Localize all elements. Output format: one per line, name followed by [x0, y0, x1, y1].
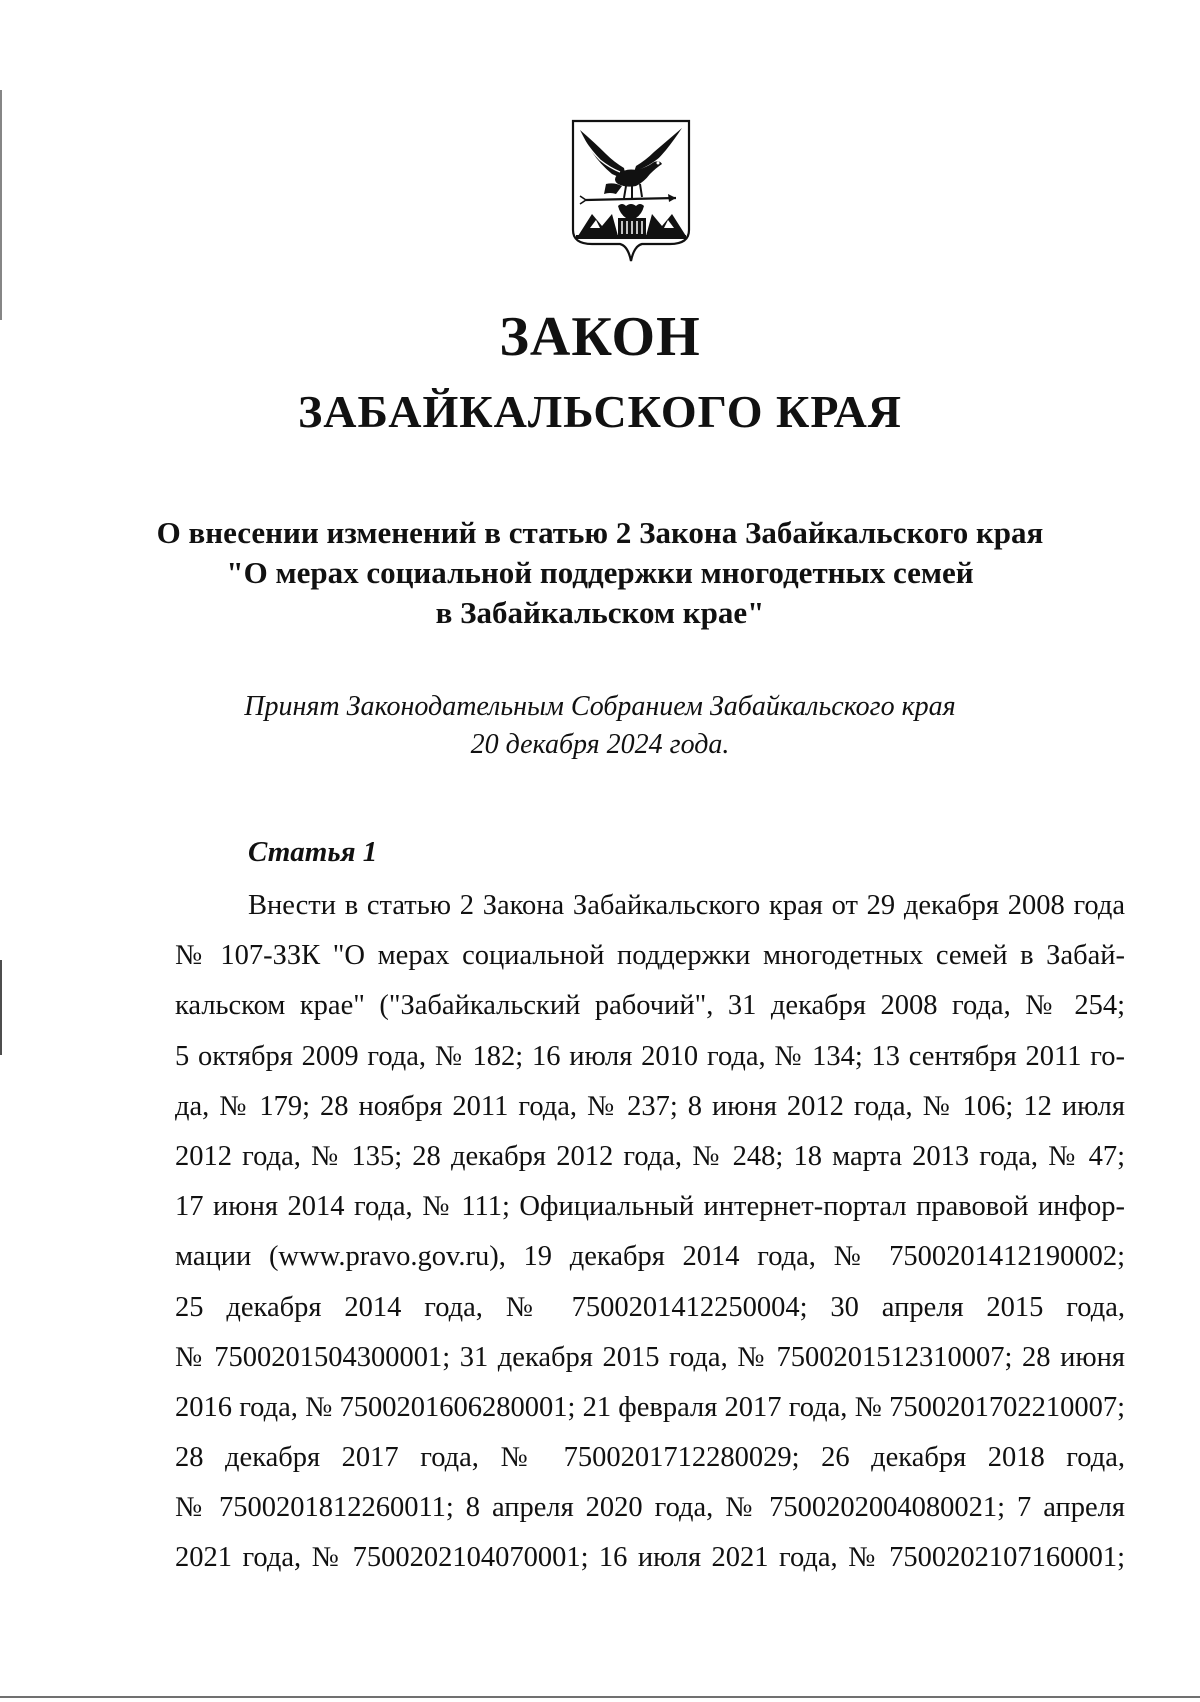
- body-line: № 7500201812260011; 8 апреля 2020 года, № 7500202004080021; 7 апреля: [175, 1492, 1125, 1524]
- body-line: 2012 года, № 135; 28 декабря 2012 года, № 248; 18 марта 2013 года, № 47;: [175, 1140, 1125, 1172]
- law-name-line: О внесении изменений в статью 2 Закона Забайкальского края: [156, 515, 1044, 550]
- body-line: мации (www.pravo.gov.ru), 19 декабря 2014 года, № 7500201412190002;: [175, 1241, 1125, 1273]
- body-line: 28 декабря 2017 года, № 7500201712280029; 26 декабря 2018 года,: [175, 1442, 1125, 1474]
- body-line: 2021 года, № 7500202104070001; 16 июля 2021 года, № 7500202107160001;: [175, 1542, 1125, 1574]
- coat-of-arms-icon: [570, 118, 692, 264]
- adoption-line: 20 декабря 2024 года.: [470, 729, 730, 760]
- body-line: да, № 179; 28 ноября 2011 года, № 237; 8 июня 2012 года, № 106; 12 июля: [175, 1090, 1125, 1122]
- body-line: № 7500201504300001; 31 декабря 2015 года, № 7500201512310007; 28 июня: [175, 1341, 1125, 1373]
- law-name-line: "О мерах социальной поддержки многодетных семей: [226, 555, 974, 590]
- body-line: кальском крае" ("Забайкальский рабочий", 31 декабря 2008 года, № 254;: [175, 990, 1125, 1022]
- scan-bottom-line: [0, 1696, 1200, 1698]
- body-line: 5 октября 2009 года, № 182; 16 июля 2010 года, № 134; 13 сентября 2011 го-: [175, 1040, 1125, 1072]
- scan-edge-mark: [0, 90, 2, 320]
- adoption-line: Принят Законодательным Собранием Забайкальского края: [244, 691, 956, 722]
- body-line: 25 декабря 2014 года, № 7500201412250004; 30 апреля 2015 года,: [175, 1291, 1125, 1323]
- article-heading: Статья 1: [248, 836, 378, 868]
- body-line: 17 июня 2014 года, № 111; Официальный интернет-портал правовой инфор-: [175, 1191, 1125, 1223]
- document-subtitle: ЗАБАЙКАЛЬСКОГО КРАЯ: [297, 386, 903, 437]
- document-title: ЗАКОН: [499, 306, 701, 368]
- law-name-line: в Забайкальском крае": [435, 595, 765, 630]
- article-body: [175, 881, 1125, 1584]
- scan-edge-mark: [0, 960, 2, 1055]
- body-line: № 107-ЗЗК "О мерах социальной поддержки многодетных семей в Забай-: [175, 940, 1125, 972]
- body-line: Внести в статью 2 Закона Забайкальского края от 29 декабря 2008 года: [248, 890, 1125, 921]
- body-line: 2016 года, № 7500201606280001; 21 февраля 2017 года, № 7500201702210007;: [175, 1391, 1125, 1423]
- adoption-note: [0, 688, 1200, 764]
- law-name-heading: [0, 513, 1200, 633]
